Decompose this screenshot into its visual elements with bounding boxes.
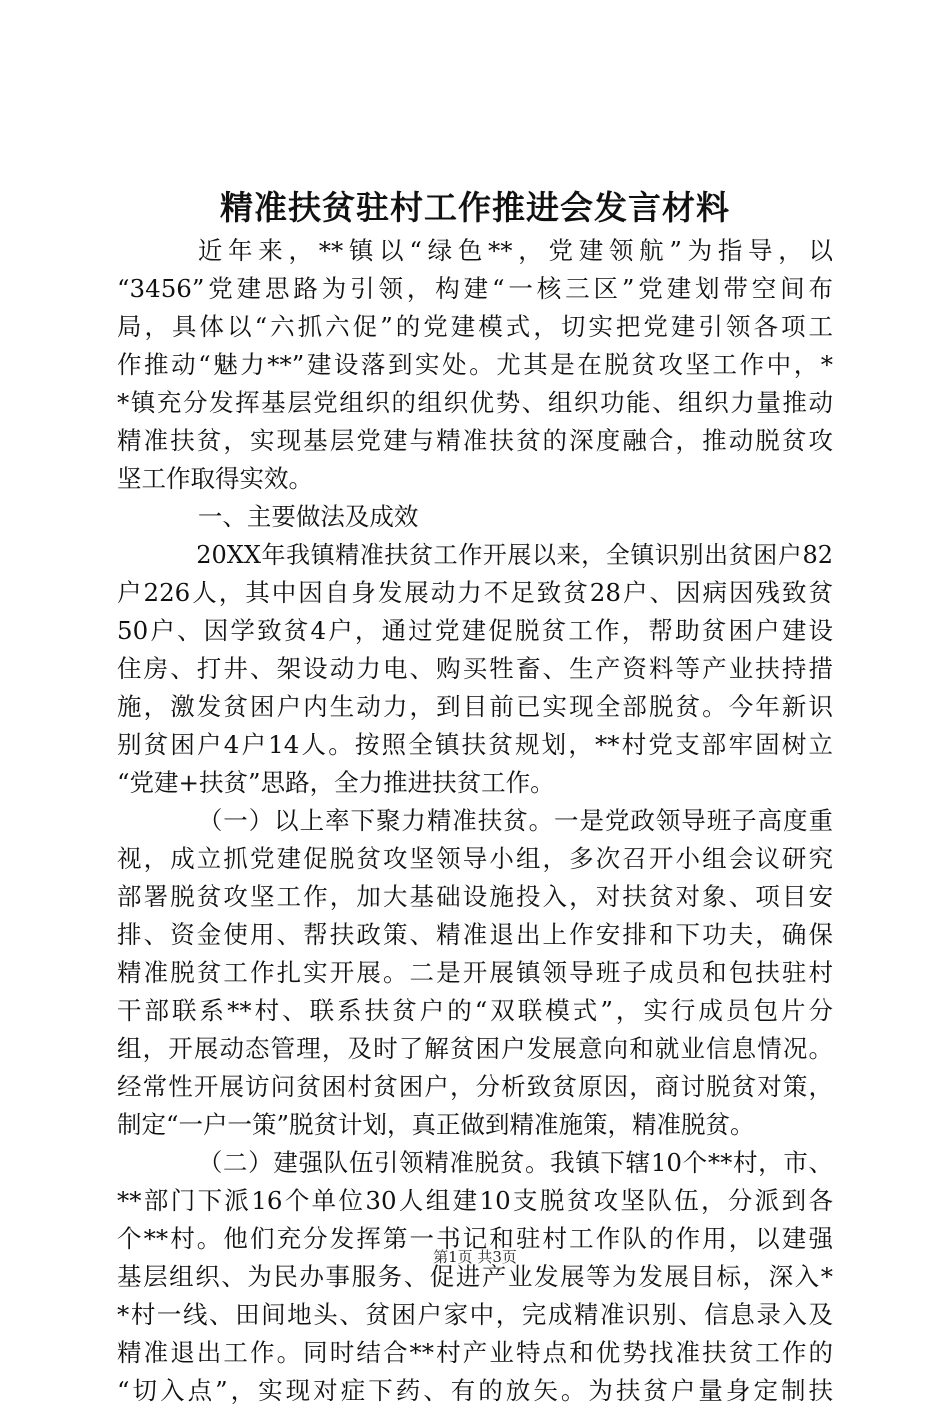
text-line: 部署脱贫攻坚工作，加大基础设施投入，对扶贫对象、项目安 [117, 882, 833, 911]
text-line: 坚工作取得实效。 [117, 464, 313, 493]
text-line: “3456”党建思路为引领，构建“一核三区”党建划带空间布 [117, 274, 833, 303]
text-line: 作推动“魅力**”建设落到实处。尤其是在脱贫攻坚工作中，* [117, 350, 833, 379]
text-line: 干部联系**村、联系扶贫户的“双联模式”，实行成员包片分 [117, 996, 833, 1025]
text-line: 精准脱贫工作扎实开展。二是开展镇领导班子成员和包扶驻村 [117, 958, 833, 987]
text-line: 住房、打井、架设动力电、购买牲畜、生产资料等产业扶持措 [117, 654, 833, 683]
text-line: 组，开展动态管理，及时了解贫困户发展意向和就业信息情况。 [117, 1034, 833, 1063]
text-line: 一、主要做法及成效 [197, 502, 419, 531]
document-body [117, 232, 833, 1410]
text-line: （二）建强队伍引领精准脱贫。我镇下辖10个**村，市、 [197, 1148, 833, 1177]
text-line: “党建+扶贫”思路，全力推进扶贫工作。 [117, 768, 555, 797]
text-line: 20XX年我镇精准扶贫工作开展以来，全镇识别出贫困户82 [196, 541, 833, 569]
text-line: （一）以上率下聚力精准扶贫。一是党政领导班子高度重 [197, 806, 833, 835]
text-line: **部门下派16个单位30人组建10支脱贫攻坚队伍，分派到各 [117, 1186, 833, 1215]
text-line: *村一线、田间地头、贫困户家中，完成精准识别、信息录入及 [117, 1300, 833, 1329]
text-line: 别贫困户4户14人。按照全镇扶贫规划，**村党支部牢固树立 [117, 730, 833, 759]
document-title: 精准扶贫驻村工作推进会发言材料 [220, 188, 730, 227]
text-line: 排、资金使用、帮扶政策、精准退出上作安排和下功夫，确保 [117, 920, 833, 949]
text-line: 视，成立抓党建促脱贫攻坚领导小组，多次召开小组会议研究 [117, 844, 833, 873]
text-line: 基层组织、为民办事服务、促进产业发展等为发展目标，深入* [117, 1262, 833, 1291]
text-line: 精准扶贫，实现基层党建与精准扶贫的深度融合，推动脱贫攻 [117, 426, 833, 455]
text-line: 户226人，其中因自身发展动力不足致贫28户、因病因残致贫 [117, 578, 833, 607]
page-footer: 第1页 共3页 [433, 1248, 517, 1266]
text-line: *镇充分发挥基层党组织的组织优势、组织功能、组织力量推动 [117, 388, 833, 417]
text-line: 近年来，**镇以“绿色**，党建领航”为指导，以 [197, 236, 833, 265]
text-line: “切入点”，实现对症下药、有的放矢。为扶贫户量身定制扶 [117, 1376, 833, 1405]
text-line: 施，激发贫困户内生动力，到目前已实现全部脱贫。今年新识 [117, 692, 833, 721]
text-line: 精准退出工作。同时结合**村产业特点和优势找准扶贫工作的 [117, 1338, 833, 1367]
text-line: 局，具体以“六抓六促”的党建模式，切实把党建引领各项工 [117, 312, 833, 341]
text-line: 制定“一户一策”脱贫计划，真正做到精准施策，精准脱贫。 [117, 1110, 755, 1139]
text-line: 经常性开展访问贫困村贫困户，分析致贫原因，商讨脱贫对策， [117, 1072, 833, 1101]
text-line: 个**村。他们充分发挥第一书记和驻村工作队的作用，以建强 [117, 1224, 833, 1253]
text-line: 50户、因学致贫4户，通过党建促脱贫工作，帮助贫困户建设 [117, 616, 833, 645]
